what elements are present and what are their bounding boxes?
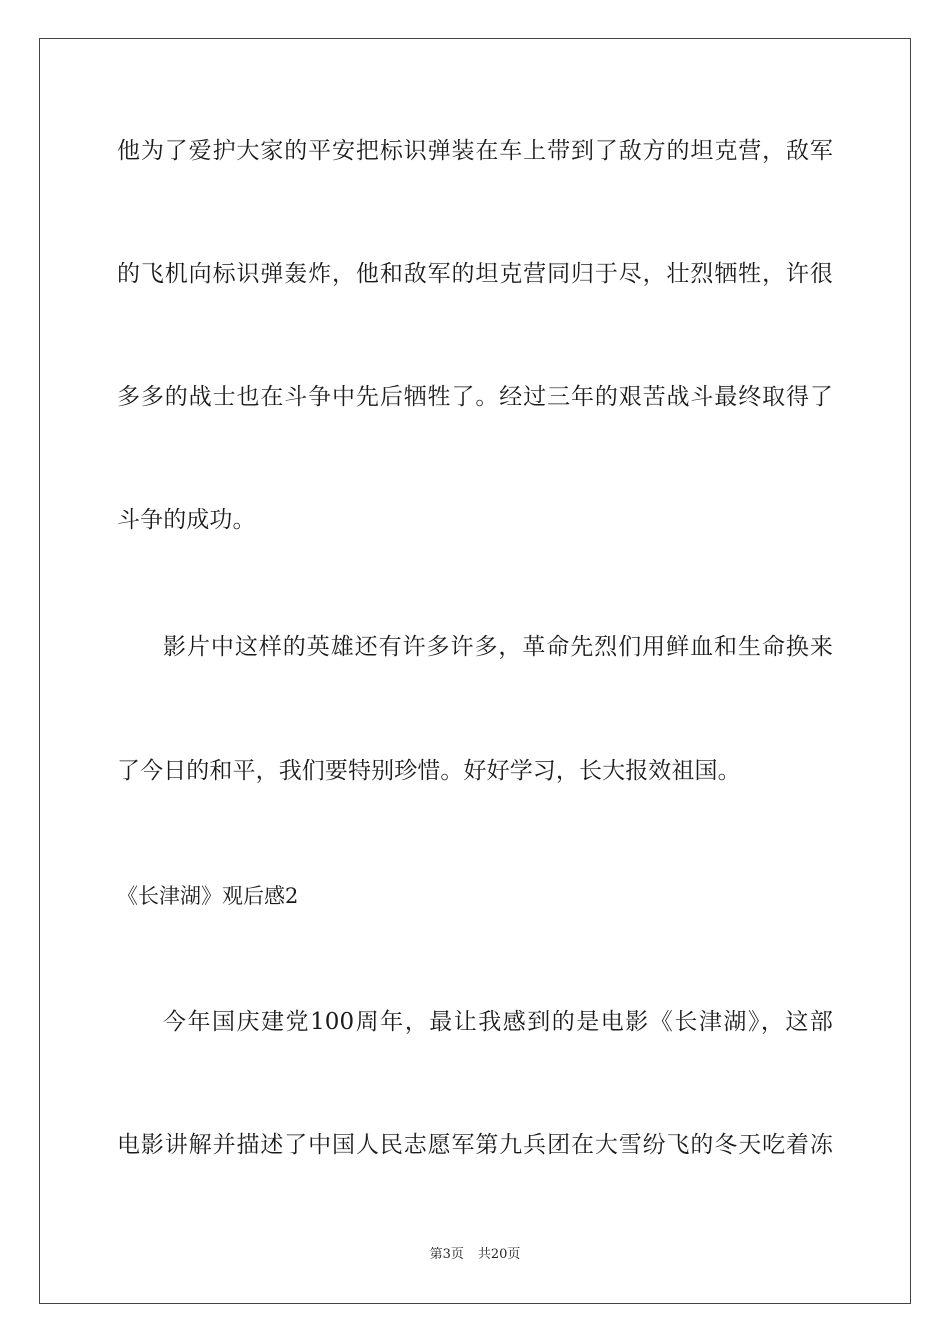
paragraph-line: 的飞机向标识弹轰炸，他和敌军的坦克营同归于尽，壮烈牺牲，许很 <box>117 261 833 287</box>
paragraph-line: 多多的战士也在斗争中先后牺牲了。经过三年的艰苦战斗最终取得了 <box>117 384 833 410</box>
page-total: 共20页 <box>477 1247 521 1262</box>
paragraph-line: 今年国庆建党100周年，最让我感到的是电影《长津湖》，这部 <box>163 1009 833 1035</box>
page-footer <box>0 1246 950 1264</box>
paragraph-line: 斗争的成功。 <box>117 507 256 533</box>
page-number: 第3页 <box>429 1247 464 1262</box>
paragraph-line: 影片中这样的英雄还有许多许多，革命先烈们用鲜血和生命换来 <box>163 634 833 660</box>
paragraph-line: 电影讲解并描述了中国人民志愿军第九兵团在大雪纷飞的冬天吃着冻 <box>117 1132 833 1158</box>
page-border <box>39 38 911 1304</box>
paragraph-line: 了今日的和平，我们要特别珍惜。好好学习，长大报效祖国。 <box>117 758 741 784</box>
paragraph-line: 他为了爱护大家的平安把标识弹装在车上带到了敌方的坦克营，敌军 <box>117 138 833 164</box>
section-heading: 《长津湖》观后感2 <box>117 884 299 908</box>
